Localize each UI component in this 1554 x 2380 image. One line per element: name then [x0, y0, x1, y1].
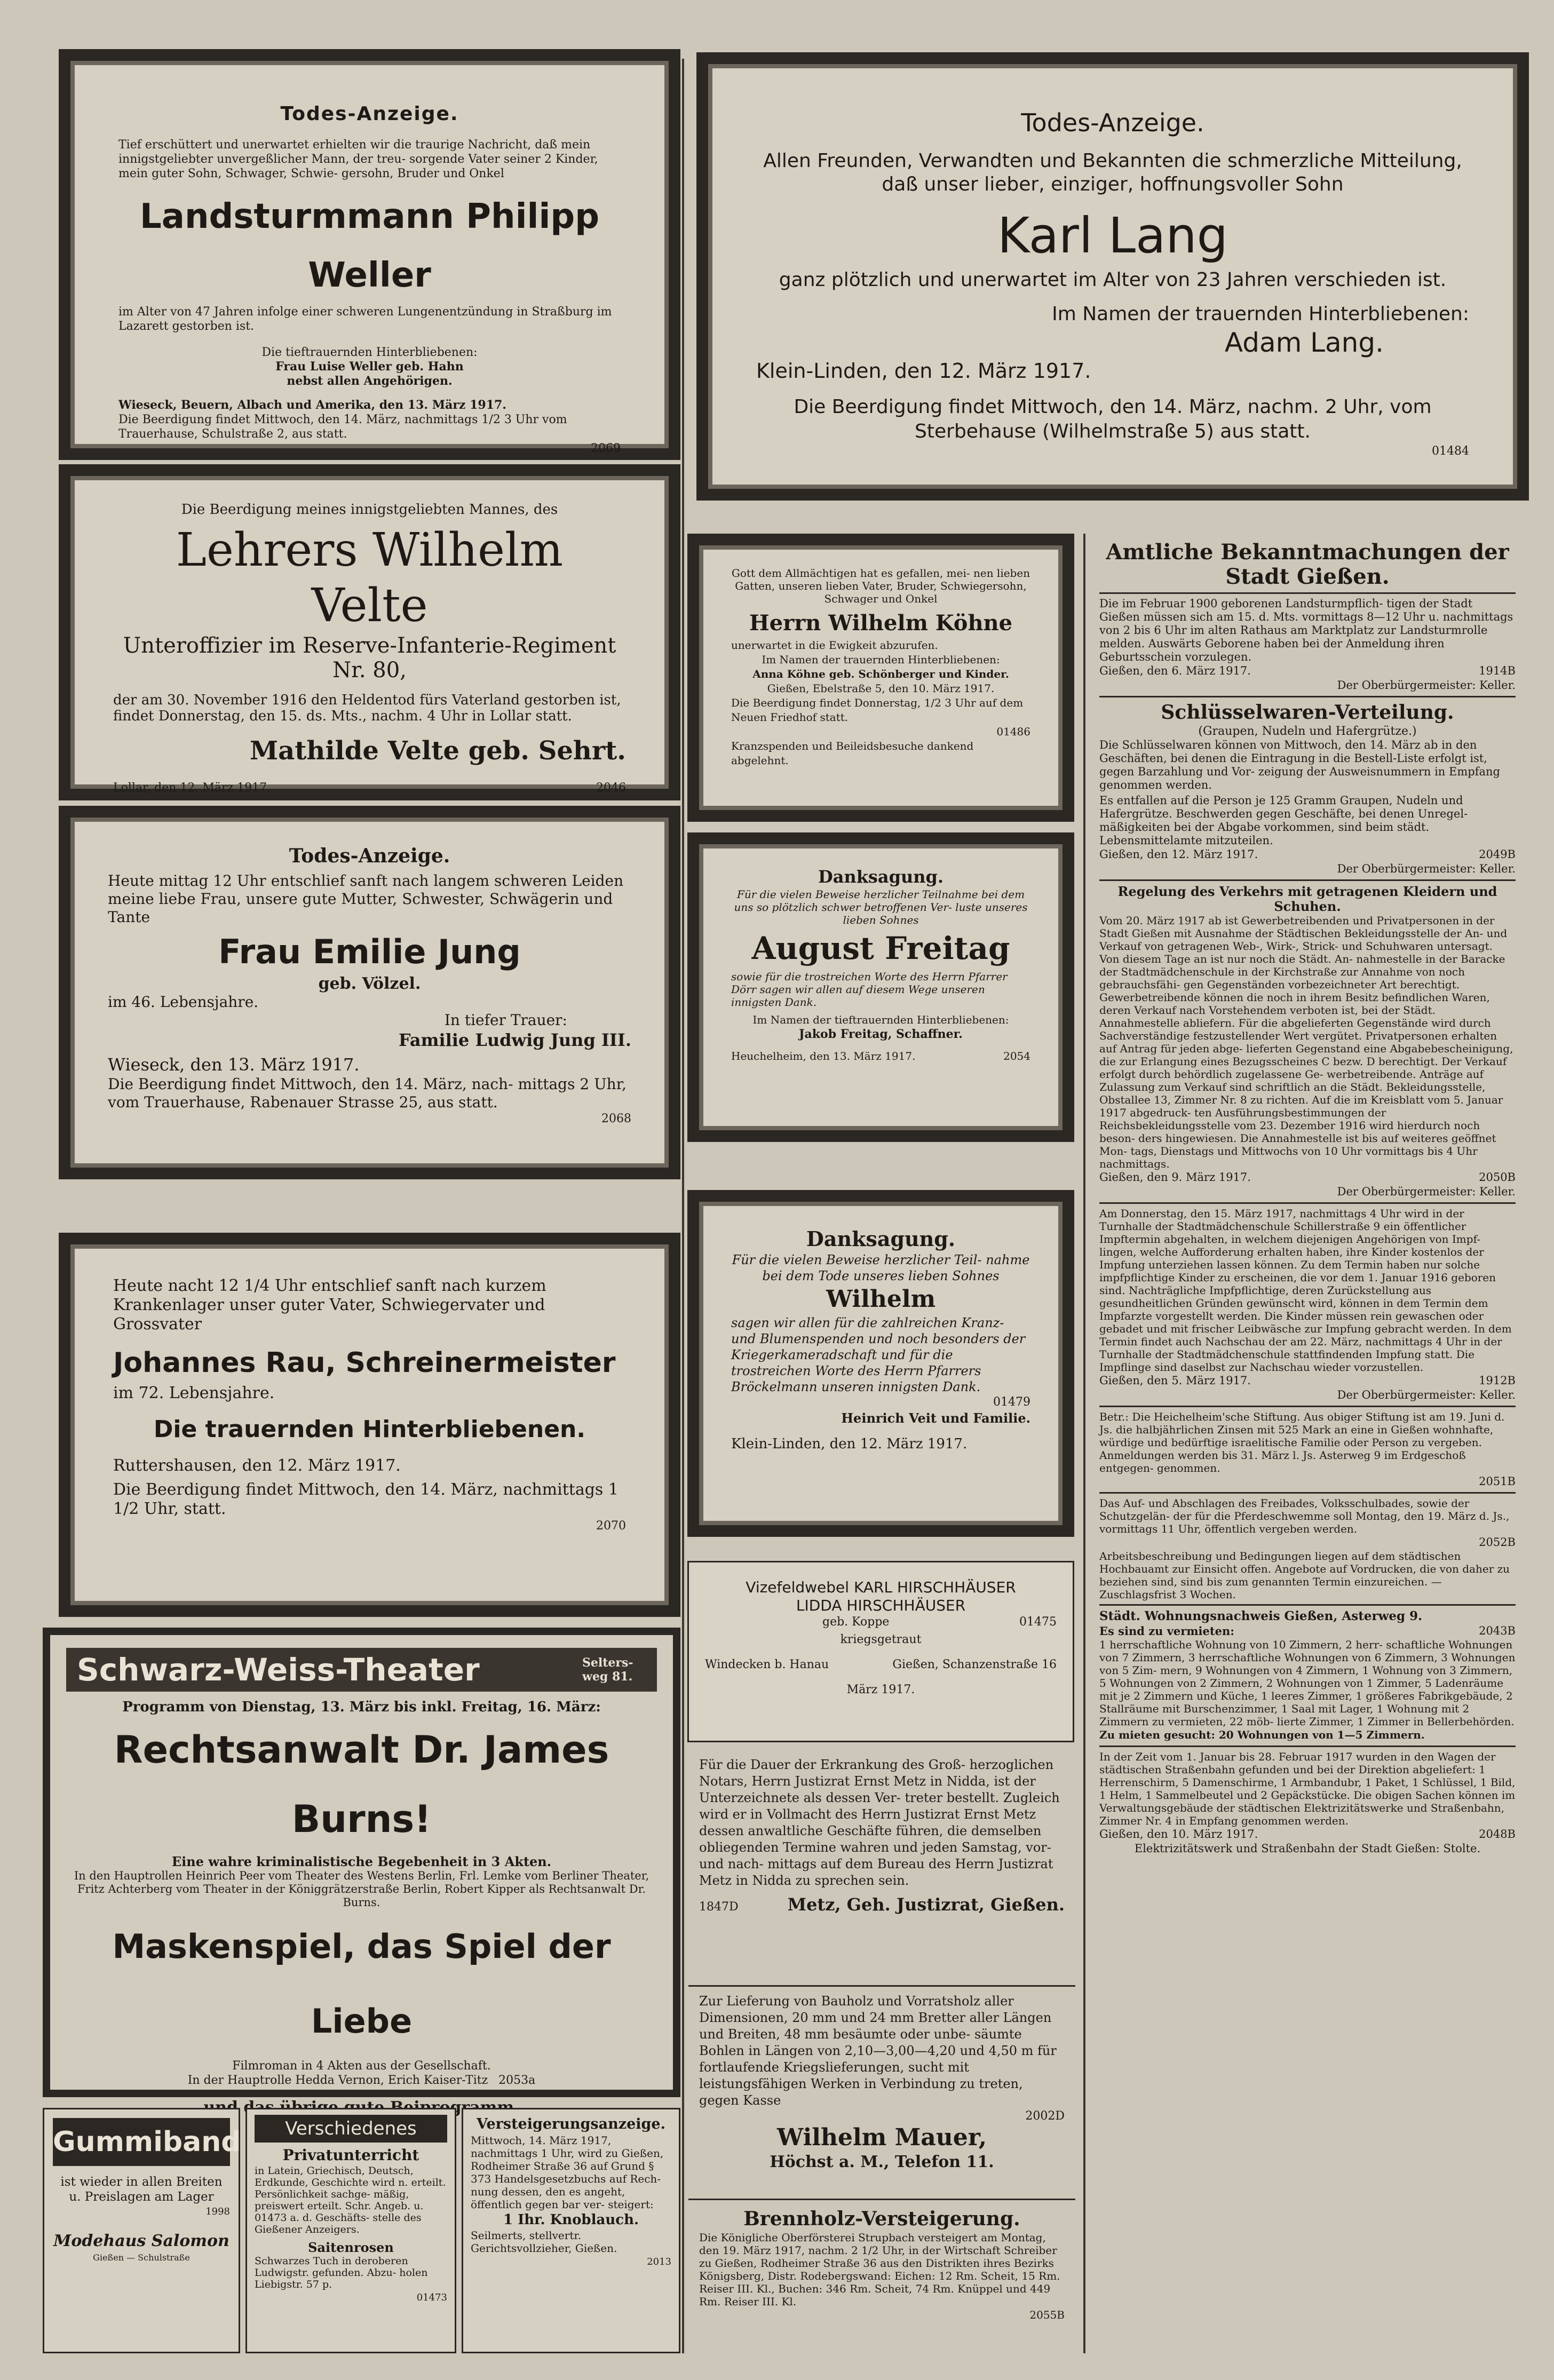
- notice-date: Gießen, den 10. März 1917.: [1099, 1828, 1258, 1840]
- funeral-info: Die Beerdigung findet Mittwoch, den 14. März, nach- mittags 2 Uhr, vom Trauerhause, Rabenauer Strasse 25, aus statt.: [108, 1075, 627, 1111]
- notice-footer: [1099, 847, 1516, 862]
- signer-name: Mathilde Velte geb. Sehrt.: [250, 736, 626, 766]
- notice-footer: [1099, 1624, 1516, 1638]
- notice-text: Zu mieten gesucht: 20 Wohnungen von 1—5 Zimmern.: [1099, 1728, 1425, 1741]
- rank-line: Unteroffizier im Reserve-Infanterie-Regiment Nr. 80,: [123, 633, 616, 683]
- ad-text: Mittwoch, 14. März 1917, nachmittags 1 Uhr, wird zu Gießen, Rodheimer Straße 36 auf Grund § 373 Handelsgesetzbuchs auf Rech- nung dessen, den es angeht, öffentlich gegen bar ver- steigert:: [471, 2134, 664, 2211]
- notice-date: Gießen, den 5. März 1917.: [1099, 1374, 1251, 1387]
- place-date: Klein-Linden, den 12. März 1917.: [731, 1436, 968, 1452]
- divider: [1099, 879, 1516, 881]
- widow-name: Anna Köhne geb. Schönberger und Kinder.: [752, 668, 1009, 680]
- divider: [1099, 1746, 1516, 1747]
- notice-title: Todes-Anzeige.: [1021, 108, 1204, 137]
- product-text: ist wieder in allen Breiten u. Preislagen am Lager: [60, 2175, 223, 2204]
- ad-title: Versteigerungsanzeige.: [477, 2116, 665, 2132]
- misc-ads: [245, 2108, 456, 2353]
- notice-line: Windecken b. Hanau: [705, 1658, 829, 1671]
- theater-name: Schwarz-Weiss-Theater: [77, 1652, 480, 1688]
- place-row: [113, 781, 626, 795]
- signer-name: Heinrich Veit und Familie.: [841, 1410, 1030, 1426]
- ad-code: 01486: [996, 725, 1030, 738]
- film-cast: In der Hauptrolle Hedda Vernon, Erich Kaiser-Titz: [187, 2074, 488, 2087]
- notice-row: [705, 1657, 1057, 1672]
- ad-code: 2053a: [498, 2074, 536, 2087]
- funeral-info: Die Beerdigung findet Mittwoch, den 14. März, nachmittags 1 1/2 Uhr, statt.: [113, 1480, 619, 1518]
- place-date: Klein-Linden, den 12. März 1917.: [756, 359, 1091, 383]
- notice-footer: [1099, 1170, 1516, 1185]
- gummiband-ad: [43, 2108, 240, 2353]
- ad-code: 2054: [1003, 1050, 1030, 1062]
- ad-code: 2048B: [1479, 1828, 1516, 1840]
- notice-subtitle: (Graupen, Nudeln und Hafergrütze.): [1198, 725, 1417, 738]
- deceased-name: August Freitag: [751, 930, 1010, 966]
- ad-code: 2013: [647, 2256, 671, 2267]
- signer-name: Adam Lang.: [1224, 327, 1384, 358]
- notice-text: Heute mittag 12 Uhr entschlief sanft nach langem schweren Leiden meine liebe Frau, unsere gute Mutter, Schwester, Schwägerin und Tante: [108, 872, 624, 926]
- notice-line: geb. Koppe: [822, 1615, 890, 1629]
- ad-text: Schwarzes Tuch in deroberen Ludwigstr. gefunden. Abzu- holen Liebigstr. 57 p.: [255, 2255, 428, 2290]
- notice-title: Schlüsselwaren-Verteilung.: [1161, 701, 1454, 724]
- notice-text: Betr.: Die Heichelheim'sche Stiftung. Aus obiger Stiftung ist am 19. Juni d. Js. die halbjährlichen Zinsen mit 525 Mark an eine in Gießen wohnhafte, würdige und bedürftige israelitische Familie oder Person zu vergeben. Anmeldungen werden bis 31. März l. Js. Asterweg 9 im Erdgeschoß entgegen- genommen.: [1099, 1410, 1505, 1474]
- notice-line: Gießen, Schanzenstraße 16: [892, 1658, 1057, 1671]
- official-notices: [1089, 534, 1526, 2359]
- death-notice-weller: [59, 49, 680, 460]
- company-name: Wilhelm Mauer,: [776, 2124, 987, 2151]
- column-rule: [1083, 534, 1085, 2353]
- ad-code: 2068: [601, 1112, 631, 1125]
- notice-text: sowie für die trostreichen Worte des Herrn Pfarrer Dörr sagen wir allen auf diesem Wege unseren innigsten Dank.: [731, 970, 1008, 1009]
- notice-text: Zur Lieferung von Bauholz und Vorratsholz aller Dimensionen, 20 mm und 24 mm Bretter aller Längen und Breiten, 48 mm besäumte oder unbe- säumte Bohlen in Längen von 2,10—3,00—4,20 und 4,50 m für fortlaufende Kriegslieferungen, sucht mit leistungsfähigen Werken in Verbindung zu treten, gegen Kasse: [699, 1994, 1057, 2108]
- notices-heading: Stadt Gießen.: [1225, 564, 1390, 589]
- ad-code: 01473: [416, 2292, 447, 2303]
- notice-text: 1 herrschaftliche Wohnung von 10 Zimmern, 2 herr- schaftliche Wohnungen von 7 Zimmern, 3 herrschaftliche Wohnungen von 6 Zimmern, 3 Wohnungen von 5 Zim- mern, 9 Wohnungen von 4 Zimmern, 1 Wohnung von 3 Zimmern, 5 Wohnungen von 2 Zimmern, 2 Wohnungen von 1 Zimmer, 5 Ladenräume mit je 2 Zimmern und Küche, 1 leeres Zimmer, 1 größeres Fabrikgebäude, 2 Stallräume mit Burschenzimmer, 1 Saal mit Lager, 1 Wohnung mit 2 Zimmern zu vermieten, 22 möb- lierte Zimmer, 1 Zimmer in Bellerbehörden.: [1099, 1638, 1516, 1728]
- mourners-intro: Im Namen der tieftrauernden Hinterbliebenen:: [752, 1013, 1009, 1026]
- notice-text: Am Donnerstag, den 15. März 1917, nachmittags 4 Uhr wird in der Turnhalle der Stadtmädchenschule Schillerstraße 9 ein öffentlicher Impftermin abgehalten, in welchem diejenigen Angehörigen von Impf- lingen, welche Aufforderung erhalten haben, ihre Kinder kostenlos der Impfung unterziehen lassen können. Zu dem Termin haben nur solche impfpflichtige Kinder zu erscheinen, die vor dem 1. Januar 1916 geboren sind. Nachträgliche Impfpflichtige, deren Zurückstellung aus gesundheitlichen Gründen gewünscht wird, können in dem Termin dem Impfarzte vorgestellt werden. Die Kinder müssen rein gewaschen oder gebadet und mit frischer Leibwäsche zur Impfung gebracht werden. In dem Termin findet auch Nachschau der am 22. März, nachmittags 4 Uhr in der Turnhalle der Stadtmädchenschule stattfindenden Impfung statt. Die Impflinge sind daselbst zur Nachschau wieder vorzustellen.: [1099, 1207, 1512, 1374]
- shop-sub: Gießen — Schulstraße: [93, 2252, 190, 2263]
- notice-title: Danksagung.: [818, 867, 944, 887]
- notice-date: Gießen, den 12. März 1917.: [1099, 848, 1258, 861]
- ad-code: 1998: [205, 2206, 230, 2217]
- mayor-signature: Der Oberbürgermeister: Keller.: [1337, 1389, 1516, 1401]
- notice-title: Danksagung.: [806, 1227, 956, 1251]
- ad-code: 1914B: [1479, 664, 1516, 677]
- notice-text: Die Königliche Oberförsterei Strupbach versteigert am Montag, den 19. März 1917, nachm. 2 1/2 Uhr, in der Wirtschaft Schreiber zu Gießen, Rodheimer Straße 36 aus den Distrikten ihres Bezirks Königsberg, Distr. Rodebergswand: Eichen: 12 Rm. Scheit, 15 Rm. Reiser III. Kl., Buchen: 346 Rm. Scheit, 74 Rm. Knüppel und 449 Rm. Reiser III. Kl.: [699, 2231, 1060, 2308]
- death-notice-rau: [59, 1233, 680, 1617]
- place-date: Gießen, Ebelstraße 5, den 10. März 1917.: [767, 682, 995, 695]
- ad-code: 2052B: [1479, 1536, 1516, 1549]
- thanks-notice-freitag: [687, 832, 1074, 1142]
- divider: [1099, 1406, 1516, 1407]
- signer-name: Metz, Geh. Justizrat, Gießen.: [787, 1894, 1065, 1915]
- notice-footer: [1099, 1827, 1516, 1842]
- notice-row: [705, 1615, 1057, 1629]
- mourning-line: In tiefer Trauer:: [444, 1011, 567, 1029]
- mayor-signature: Der Oberbürgermeister: Keller.: [1337, 679, 1516, 692]
- death-notice-lang: [696, 52, 1529, 501]
- auction-ad: [462, 2108, 680, 2353]
- film-title: Rechtsanwalt Dr. James Burns!: [114, 1728, 609, 1841]
- ad-code: 01475: [1019, 1615, 1057, 1629]
- place-row: [731, 1049, 1030, 1064]
- divider: [1099, 1492, 1516, 1494]
- notice-note: Kranzspenden und Beileidsbesuche dankend abgelehnt.: [731, 740, 974, 767]
- death-notice-jung: [59, 806, 680, 1179]
- notice-text: Das Auf- und Abschlagen des Freibades, Volksschulbades, sowie der Schutzgelän- der für die Pferdeschwemme soll Montag, den 19. März d. Js., vormittags 11 Uhr, öffentlich vergeben werden.: [1099, 1497, 1510, 1535]
- theater-header: [66, 1648, 657, 1692]
- mayor-signature: Der Oberbürgermeister: Keller.: [1337, 862, 1516, 875]
- place-date: Wieseck, Beuern, Albach und Amerika, den 13. März 1917.: [118, 398, 506, 412]
- funeral-info: Die Beerdigung findet Mittwoch, den 14. März, nachmittags 1/2 3 Uhr vom Trauerhause, Schulstraße 2, aus statt.: [118, 413, 567, 441]
- notice-text: Tief erschüttert und unerwartet erhielten wir die traurige Nachricht, daß mein innigstgeliebter unvergeßlicher Mann, der treu- sorgende Vater seiner 2 Kinder, mein guter Sohn, Schwager, Schwie- gersohn, Bruder und Onkel: [118, 138, 598, 180]
- section-title: Verschiedenes: [255, 2115, 447, 2143]
- ad-code: 2043B: [1479, 1624, 1516, 1637]
- notice-text: der am 30. November 1916 den Heldentod fürs Vaterland gestorben ist, findet Donnerstag, den 15. ds. Mts., nachm. 4 Uhr in Lollar statt.: [113, 692, 621, 724]
- widow-name: Frau Luise Weller geb. Hahn: [275, 360, 464, 374]
- ad-code: 01479: [993, 1395, 1030, 1409]
- theater-address: Selters- weg 81.: [582, 1656, 633, 1684]
- company-place: Höchst a. M., Telefon 11.: [770, 2153, 994, 2171]
- notice-text: Die Schlüsselwaren können von Mittwoch, den 14. März ab in den Geschäften, bei denen die Eintragung in die Bestell-Liste erfolgt ist, gegen Barzahlung und Vor- zeigung der Ausweisnummern in Empfang genommen werden.: [1099, 739, 1500, 791]
- ad-code: 2002D: [1025, 2109, 1065, 2123]
- ad-text: in Latein, Griechisch, Deutsch, Erdkunde, Geschichte wird n. erteilt. Persönlichkeit sachge- mäßig, preiswert erteilt. Schr. Angeb. u. 01473 a. d. Geschäfts- stelle des Gießener Anzeigers.: [255, 2165, 446, 2235]
- firewood-auction: [688, 2199, 1075, 2359]
- thanks-notice-veit: [687, 1190, 1074, 1537]
- notice-title: Todes-Anzeige.: [280, 103, 459, 125]
- ad-text: Seilmerts, stellvertr. Gerichtsvollzieher, Gießen.: [471, 2229, 617, 2255]
- auction-item: 1 Ihr. Knoblauch.: [503, 2212, 639, 2228]
- program-line: Programm von Dienstag, 13. März bis inkl. Freitag, 16. März:: [122, 1699, 601, 1715]
- divider: [1099, 1202, 1516, 1204]
- notice-text: Es entfallen auf die Person je 125 Gramm Graupen, Nudeln und Hafergrütze. Beschwerden gegen Geschäfte, bei denen Unregel- mäßigkeiten bei der Abgabe vorkommen, sind beim städt. Lebensmittelamte mitzuteilen.: [1099, 794, 1468, 847]
- film-cast-row: [66, 2073, 657, 2088]
- notice-text: sagen wir allen für die zahlreichen Kranz- und Blumenspenden und noch besonders der Kriegerkameradschaft und für die trostreichen Worte des Herrn Pfarrers Bröckelmann unseren innigsten Dank.: [731, 1315, 1026, 1394]
- notice-date: Gießen, den 9. März 1917.: [1099, 1171, 1251, 1184]
- notice-title: Städt. Wohnungsnachweis Gießen, Asterweg 9.: [1099, 1609, 1423, 1623]
- deceased-name: Karl Lang: [997, 207, 1228, 264]
- notice-text: Für die Dauer der Erkrankung des Groß- herzoglichen Notars, Herrn Justizrat Ernst Metz in Nidda, ist der Unterzeichnete als dessen Ver- treter bestellt. Zugleich wird er in Vollmacht des Herrn Justizrat Ernst Metz dessen anwaltliche Geschäfte führen, die demselben obliegenden Termine wahren und jeden Samstag, vor- und nach- mittags auf dem Bureau des Herrn Justizrat Metz in Nidda zu sprechen sein.: [699, 1757, 1060, 1888]
- notice-intro: Die Beerdigung meines innigstgeliebten Mannes, des: [181, 502, 558, 518]
- deceased-name: Johannes Rau, Schreinermeister: [113, 1347, 616, 1379]
- mourners-intro: Im Namen der trauernden Hinterbliebenen:: [1052, 303, 1469, 325]
- notice-subtitle: Es sind zu vermieten:: [1099, 1624, 1234, 1638]
- maiden-name: geb. Völzel.: [318, 974, 421, 993]
- deceased-name: Lehrers Wilhelm Velte: [176, 523, 564, 632]
- notice-text: unerwartet in die Ewigkeit abzurufen.: [731, 639, 938, 652]
- notice-text: Für die vielen Beweise herzlicher Teilnahme bei dem uns so plötzlich schwer betroffenen Ver- luste unseres lieben Sohnes: [734, 888, 1028, 926]
- deceased-name: Herrn Wilhelm Köhne: [749, 610, 1013, 636]
- notice-signature: Elektrizitätswerk und Straßenbahn der Stadt Gießen: Stolte.: [1134, 1842, 1481, 1855]
- divider: [1099, 696, 1516, 697]
- theater-ad: [43, 1628, 680, 2097]
- mourners-intro: Im Namen der trauernden Hinterbliebenen:: [762, 653, 1000, 666]
- ad-title: Saitenrosen: [308, 2240, 394, 2255]
- deceased-name: Frau Emilie Jung: [218, 932, 521, 971]
- mourners-intro: Die tieftrauernden Hinterbliebenen:: [261, 346, 478, 359]
- shop-name: Modehaus Salomon: [53, 2232, 229, 2250]
- ad-code: 01484: [1432, 445, 1469, 458]
- notary-notice-metz: [688, 1750, 1075, 1985]
- film-description: Filmroman in 4 Akten aus der Gesellschaft.: [232, 2059, 491, 2073]
- family-line: nebst allen Angehörigen.: [287, 374, 453, 388]
- notice-line: Vizefeldwebel KARL HIRSCHHÄUSER: [746, 1578, 1016, 1596]
- place-date: Heuchelheim, den 13. März 1917.: [731, 1050, 916, 1062]
- funeral-info: Die Beerdigung findet Mittwoch, den 14. März, nachm. 2 Uhr, vom Sterbehause (Wilhelmstraße 5) aus statt.: [794, 396, 1432, 442]
- divider: [1099, 592, 1516, 594]
- ad-code: 2070: [596, 1519, 626, 1533]
- ad-code: 2046: [596, 781, 626, 795]
- timber-ad-mauer: [688, 1985, 1075, 2193]
- film-cast: In den Hauptrollen Heinrich Peer vom Theater des Westens Berlin, Frl. Lemke vom Berliner Theater, Fritz Achterberg vom Theater in der Königgrätzerstraße Berlin, Robert Kipper als Rechtsanwalt Dr. Burns.: [74, 1869, 649, 1909]
- notice-text: ganz plötzlich und unerwartet im Alter von 23 Jahren verschieden ist.: [779, 269, 1447, 291]
- notices-heading: Amtliche Bekanntmachungen der: [1106, 540, 1509, 565]
- funeral-info: Die Beerdigung findet Donnerstag, 1/2 3 Uhr auf dem Neuen Friedhof statt.: [731, 696, 1024, 724]
- deceased-name: Landsturmmann Philipp Weller: [139, 197, 600, 295]
- notice-text: Gott dem Allmächtigen hat es gefallen, mei- nen lieben Gatten, unseren lieben Vater, Bruder, Schwiegersohn, Schwager und Onkel: [731, 567, 1030, 605]
- signer-name: Jakob Freitag, Schaffner.: [799, 1027, 963, 1041]
- mayor-signature: Der Oberbürgermeister: Keller.: [1337, 1185, 1516, 1198]
- ad-title: Privatunterricht: [282, 2146, 419, 2164]
- ad-code: 2050B: [1479, 1171, 1516, 1184]
- notice-text: Für die vielen Beweise herzlicher Teil- nahme bei dem Tode unseres lieben Sohnes: [732, 1252, 1030, 1283]
- notice-text: Allen Freunden, Verwandten und Bekannten die schmerzliche Mitteilung, daß unser lieber, einziger, hoffnungsvoller Sohn: [763, 150, 1462, 195]
- age-line: im 46. Lebensjahre.: [108, 993, 259, 1011]
- ad-code: 2069: [591, 442, 621, 455]
- death-notice-velte: [59, 464, 680, 800]
- place-date: Ruttershausen, den 12. März 1917.: [113, 1456, 401, 1475]
- deceased-name: Wilhelm: [826, 1286, 936, 1313]
- notice-title: Brennholz-Versteigerung.: [743, 2208, 1020, 2230]
- notice-title: Todes-Anzeige.: [289, 845, 450, 867]
- notice-text: Die im Februar 1900 geborenen Landsturmpflich- tigen der Stadt Gießen müssen sich am 15. d. Mts. vormittags 8—12 Uhr u. nachmittags von 2 bis 6 Uhr im alten Rathaus am Marktplatz zur Landsturmrolle melden. Auswärts Geborene haben bei der Anmeldung ihren Geburtsschein vorzulegen.: [1099, 597, 1513, 663]
- ad-code: 2049B: [1479, 848, 1516, 861]
- place-date: Wieseck, den 13. März 1917.: [108, 1054, 360, 1075]
- mourners-line: Die trauernden Hinterbliebenen.: [153, 1416, 586, 1443]
- place-date: Lollar, den 12. März 1917.: [113, 781, 271, 795]
- notice-text: Arbeitsbeschreibung und Bedingungen liegen auf dem städtischen Hochbauamt zur Einsicht offen. Angebote auf Vordrucken, die von daher zu beziehen sind, sind bis zum genannten Termin einzureichen. — Zuschlagsfrist 3 Wochen.: [1099, 1550, 1510, 1601]
- product-title: Gummiband: [53, 2118, 230, 2166]
- notice-footer: [699, 1894, 1065, 1915]
- notice-text: Vom 20. März 1917 ab ist Gewerbetreibenden und Privatpersonen in der Stadt Gießen mit Ausnahme der Städtischen Bekleidungsstelle der An- und Verkauf von getragenen Web-, Wirk-, Strick- und Schuhwaren untersagt. Von diesem Tage an ist nur noch die Städt. An- nahmestelle in der Baracke der Stadtmädchenschule in der Kirchstraße zur Annahme von noch gebrauchsfähi- gen Gegenständen vorbezeichneter Art berechtigt. Gewerbetreibende können die noch in ihrem Besitz befindlichen Waren, deren Verkauf nach Vorstehendem verboten ist, bei der Städt. Annahmestelle abliefern. Für die abgelieferten Gegenstände wird durch Sachverständige festzustellender Wert vergütet. Privatpersonen erhalten auf Antrag für jeden abge- lieferten Gegenstand eine Abgabebescheinigung, die zur Erlangung eines Bezugsscheines C bezw. D berechtigt. Der Verkauf erfolgt durch behördlich zugelassene Ge- werbetreibende. Anträge auf Zulassung zum Verkauf sind schriftlich an die Städt. Bekleidungsstelle, Obstallee 13, Zimmer Nr. 8 zu richten. Auf die im Kreisblatt vom 5. Januar 1917 abgedruck- ten Ausführungsbestimmungen der Reichsbekleidungsstelle vom 23. Dezember 1916 wird hierdurch noch beson- ders hingewiesen. Die Annahmestelle ist bis auf weiteres geöffnet Mon- tags, Dienstags und Mittwochs von 10 Uhr vormittags bis 4 Uhr nachmittags.: [1099, 914, 1513, 1170]
- column-rule: [682, 59, 684, 2353]
- ad-code: 2055B: [1029, 2308, 1065, 2321]
- notice-line: LIDDA HIRSCHHÄUSER: [796, 1597, 966, 1614]
- notice-line: März 1917.: [846, 1683, 915, 1696]
- death-notice-koehne: [687, 534, 1074, 822]
- notice-text: Heute nacht 12 1/4 Uhr entschlief sanft nach kurzem Krankenlager unser guter Vater, Schwiegervater und Grossvater: [113, 1276, 546, 1334]
- signer-name: Familie Ludwig Jung III.: [398, 1030, 631, 1050]
- ad-code: 2051B: [1479, 1475, 1516, 1488]
- wedding-notice-hirschhaeuser: [687, 1561, 1074, 1742]
- age-line: im 72. Lebensjahre.: [113, 1384, 275, 1402]
- notice-title: Regelung des Verkehrs mit getragenen Kleidern und Schuhen.: [1117, 884, 1497, 914]
- divider: [1099, 1604, 1516, 1606]
- ad-code: 1912B: [1479, 1374, 1516, 1387]
- notice-text: In der Zeit vom 1. Januar bis 28. Februar 1917 wurden in den Wagen der städtischen Straßenbahn gefunden und bei der Direktion abgeliefert: 1 Herrenschirm, 5 Damenschirme, 1 Armbandubr, 1 Paket, 1 Schlüssel, 1 Bild, 1 Helm, 1 Sammelbeutel und 2 Gepäckstücke. Die obigen Sachen können im Verwaltungsgebäude der städtischen Elektrizitätswerke und Straßenbahn, Zimmer Nr. 4 in Empfang genommen werden.: [1099, 1750, 1516, 1827]
- notice-footer: [1099, 1374, 1516, 1388]
- film-title: Maskenspiel, das Spiel der Liebe: [112, 1927, 611, 2041]
- film-description: Eine wahre kriminalistische Begebenheit in 3 Akten.: [171, 1854, 552, 1869]
- notice-date: Gießen, den 6. März 1917.: [1099, 664, 1251, 677]
- notice-footer: [1099, 664, 1516, 678]
- notice-line: kriegsgetraut: [840, 1633, 922, 1646]
- ad-code: 1847D: [699, 1900, 739, 1914]
- notice-text: im Alter von 47 Jahren infolge einer schweren Lungenentzündung in Straßburg im Lazarett gestorben ist.: [118, 305, 612, 333]
